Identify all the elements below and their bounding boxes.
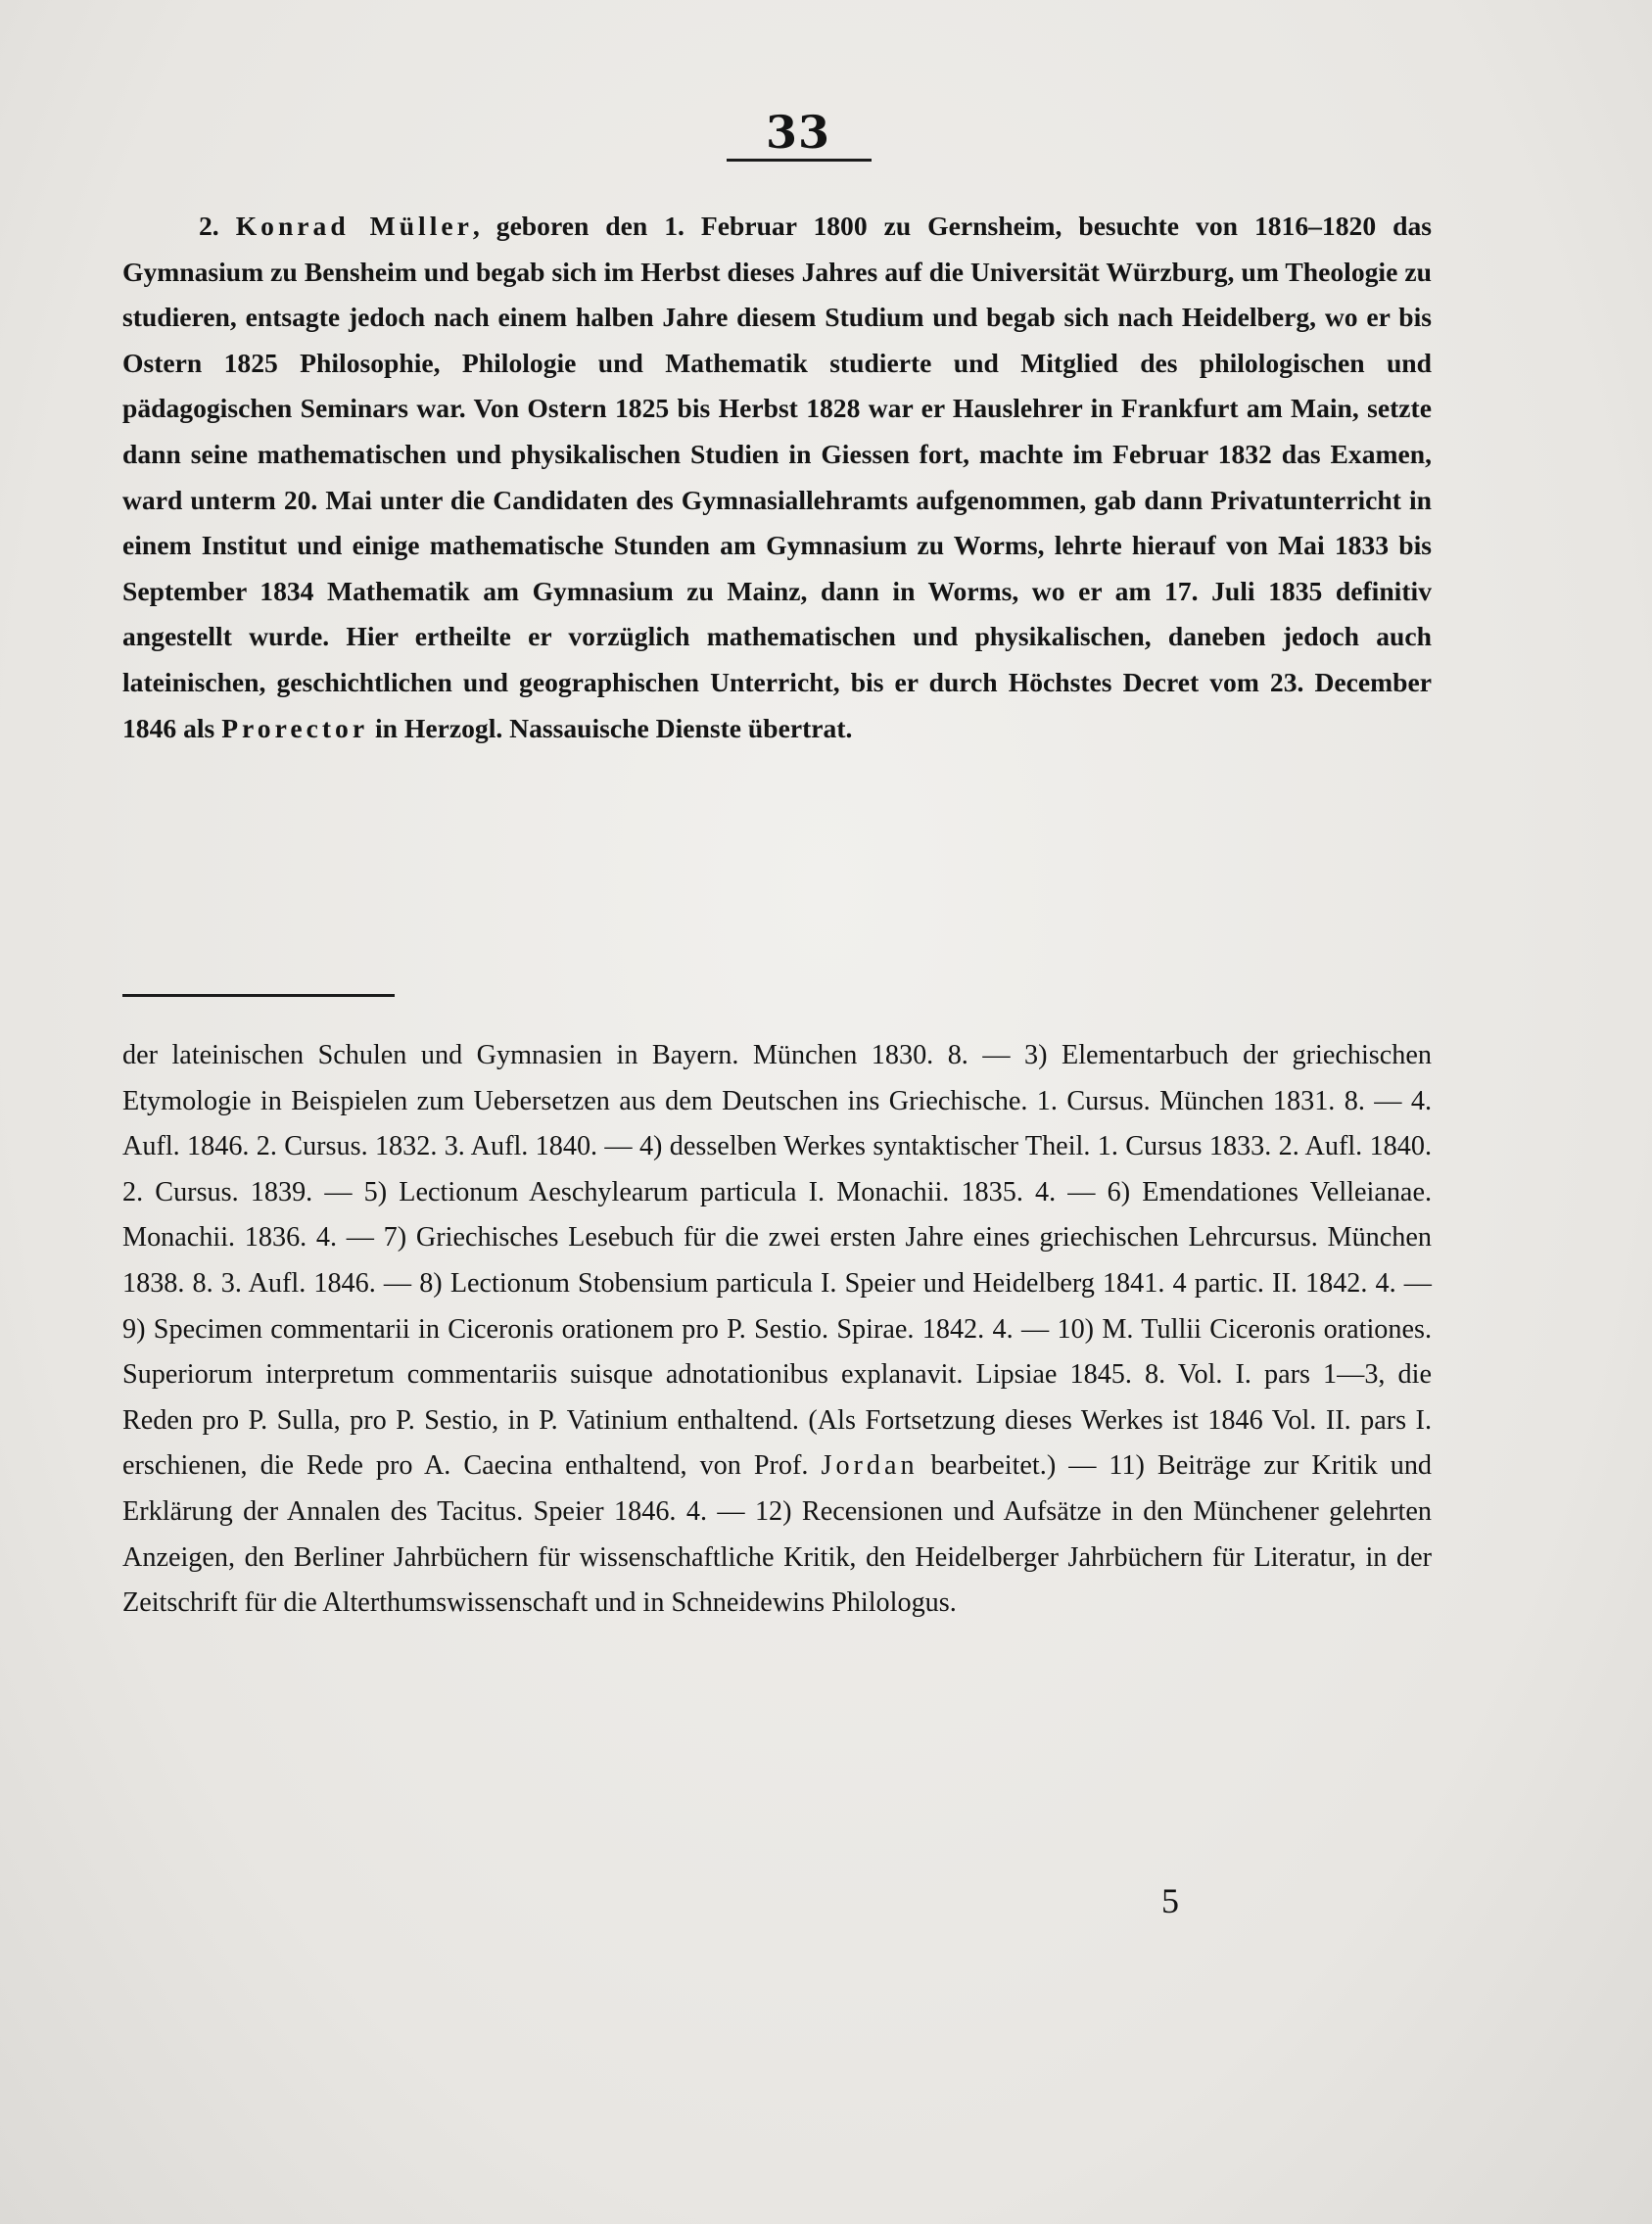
person-name: Konrad Müller <box>235 211 473 241</box>
title-prorector: Prorector <box>221 712 369 743</box>
biography-text-end: in Herzogl. Nassauische Dienste übertrat. <box>375 712 853 743</box>
signature-mark: 5 <box>1161 1881 1179 1920</box>
footnote-rule <box>122 994 395 997</box>
biography-text: , geboren den 1. Februar 1800 zu Gernsheim, besuchte von 1816–1820 das Gymnasium zu Bensheim und begab sich im Herbst dieses Jahres auf die Universität Würzburg, um Theologie zu studieren, entsagte jedoch nach einem halben Jahre diesem Studium und begab sich nach Heidelberg, wo er bis Ostern 1825 Philosophie, Philologie und Mathematik studierte und Mitglied des philologischen und pädagogischen Seminars war. Von Ostern 1825 bis Herbst 1828 war er Hauslehrer in Frankfurt am Main, setzte dann seine mathematischen und physikalischen Studien in Giessen fort, machte im Februar 1832 das Examen, ward unterm 20. Mai unter die Candidaten des Gymnasiallehramts aufgenommen, gab dann Privatunterricht in einem Institut und einige mathematische Stunden am Gymnasium zu Worms, lehrte hierauf von Mai 1833 bis September 1834 Mathematik am Gymnasium zu Mainz, dann in Worms, wo er am 17. Juli 1835 definitiv angestellt wurde. Hier ertheilte er vorzüglich mathematischen und physikalischen, daneben jedoch auch lateinischen, geschichtlichen und geographischen Unterricht, bis er durch Höchstes Decret vom 23. December 1846 als <box>122 211 1432 743</box>
bibliography-text: der lateinischen Schulen und Gymnasien in Bayern. München 1830. 8. — 3) Elementarbuch der griechischen Etymologie in Beispielen zum Uebersetzen aus dem Deutschen ins Griechische. 1. Cursus. München 1831. 8. — 4. Aufl. 1846. 2. Cursus. 1832. 3. Aufl. 1840. — 4) desselben Werkes syntaktischer Theil. 1. Cursus 1833. 2. Aufl. 1840. 2. Cursus. 1839. — 5) Lectionum Aeschylearum particula I. Monachii. 1835. 4. — 6) Emendationes Velleianae. Monachii. 1836. 4. — 7) Griechisches Lesebuch für die zwei ersten Jahre eines griechischen Lehrcursus. München 1838. 8. 3. Aufl. 1846. — 8) Lectionum Stobensium particula I. Speier und Heidelberg 1841. 4 partic. II. 1842. 4. — 9) Specimen commentarii in Ciceronis orationem pro P. Sestio. Spirae. 1842. 4. — 10) M. Tullii Ciceronis orationes. Superiorum interpretum commentariis suisque adnotationibus explanavit. Lipsiae 1845. 8. Vol. I. pars 1—3, die Reden pro P. Sulla, pro P. Sestio, in P. Vatinium enthaltend. (Als Fortsetzung dieses Werkes ist 1846 Vol. II. pars I. erschienen, die Rede pro A. Caecina enthaltend, von Prof. <box>122 1040 1432 1482</box>
bibliography-text-end: bearbeitet.) — 11) Beiträge zur Kritik und Erklärung der Annalen des Tacitus. Speier 1846. 4. — 12) Recensionen und Aufsätze in den Münchener gelehrten Anzeigen, den Berliner Jahrbüchern für wissenschaftliche Kritik, den Heidelberger Jahrbüchern für Literatur, in der Zeitschrift für die Alterthumswissenschaft und in Schneidewins Philologus. <box>122 1450 1433 1619</box>
page-number: 33 <box>765 106 830 159</box>
editor-name: Jordan <box>821 1450 919 1482</box>
entry-number: 2. <box>199 211 219 241</box>
bibliography-paragraph <box>122 1033 1432 1627</box>
page-number-rule <box>727 159 872 162</box>
biography-paragraph <box>122 204 1432 751</box>
